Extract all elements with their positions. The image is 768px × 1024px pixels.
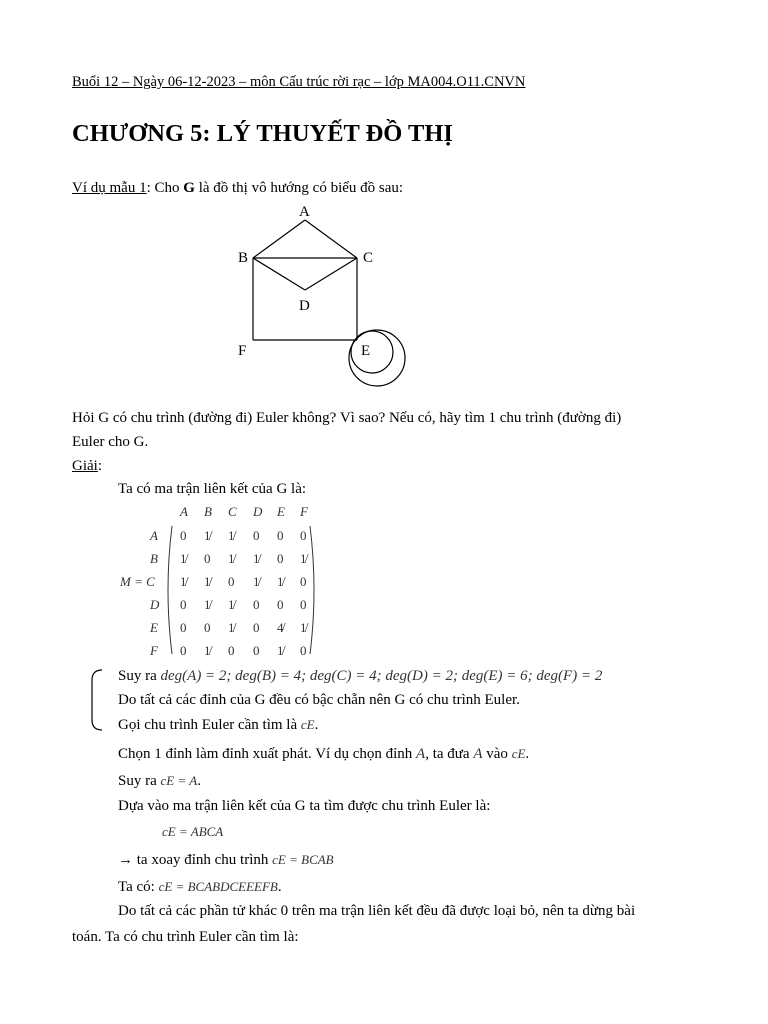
chon-line: Chọn 1 đỉnh làm đỉnh xuất phát. Ví dụ chọn đỉnh A, ta đưa A vào cE. xyxy=(118,746,530,762)
matrix-cell: 1̸ xyxy=(277,574,284,589)
matrix-cell: 1̸ xyxy=(300,620,307,635)
row-label-a: A xyxy=(150,528,158,543)
even-line: Do tất cả các đỉnh của G đều có bậc chẵn nên G có chu trình Euler. xyxy=(118,692,520,708)
solution-heading xyxy=(72,458,102,475)
goi-text: Gọi chu trình Euler cần tìm là xyxy=(118,717,298,733)
matrix-cell: 1̸ xyxy=(204,574,211,589)
matrix-cell: 0 xyxy=(300,574,307,589)
matrix-cell: 0 xyxy=(228,574,235,589)
suy-ra-2-line: Suy ra cE = A. xyxy=(118,773,201,789)
edge-ac xyxy=(305,220,357,258)
final-line-1: Do tất cả các phần tử khác 0 trên ma trận liên kết đều đã được loại bỏ, nên ta dừng bài xyxy=(118,903,636,919)
question-line-2: Euler cho G. xyxy=(72,434,149,450)
loop-e-outer xyxy=(349,330,405,386)
matrix-cell: 0 xyxy=(180,643,187,658)
row-label-d: D xyxy=(150,597,160,612)
matrix-cell: 0 xyxy=(253,597,260,612)
matrix-cell: 1̸ xyxy=(253,551,260,566)
chon-text-b: , ta đưa xyxy=(425,746,470,762)
matrix-cell: 0 xyxy=(180,528,187,543)
chapter-title: CHƯƠNG 5: LÝ THUYẾT ĐỒ THỊ xyxy=(72,120,453,147)
col-header-c: C xyxy=(228,504,237,519)
matrix-cell: 1̸ xyxy=(204,597,211,612)
col-header-f: F xyxy=(300,504,308,519)
adjacency-matrix xyxy=(110,500,330,660)
col-header-d: D xyxy=(253,504,263,519)
final-line-2: toán. Ta có chu trình Euler cần tìm là: xyxy=(72,929,299,945)
graph-diagram xyxy=(230,200,420,400)
matrix-cell: 0 xyxy=(180,597,187,612)
matrix-cell: 1̸ xyxy=(228,597,235,612)
matrix-cell: 0 xyxy=(253,620,260,635)
degrees-expression: deg(A) = 2; deg(B) = 4; deg(C) = 4; deg(D) = 2; deg(E) = 6; deg(F) = 2 xyxy=(160,668,603,684)
matrix-cell: 0 xyxy=(204,620,211,635)
matrix-cell: 0 xyxy=(300,528,307,543)
taco-line: Ta có: cE = BCABDCEEEFB. xyxy=(118,879,282,895)
chon-vertex: A xyxy=(416,746,426,762)
example-bold: G xyxy=(183,180,195,196)
matrix-cell: 1̸ xyxy=(300,551,307,566)
dua-vao-line: Dựa vào ma trận liên kết của G ta tìm được chu trình Euler là: xyxy=(118,798,491,814)
matrix-cell: 0 xyxy=(253,643,260,658)
matrix-cell: 0 xyxy=(277,597,284,612)
matrix-cell: 0 xyxy=(300,597,307,612)
matrix-cell: 0 xyxy=(277,551,284,566)
vertex-f: F xyxy=(238,343,247,359)
edge-bd xyxy=(253,258,305,290)
matrix-cell: 0 xyxy=(204,551,211,566)
chon-ce: cE xyxy=(511,746,526,761)
suy-ra-label: Suy ra xyxy=(118,668,157,684)
matrix-right-bracket xyxy=(310,526,314,654)
matrix-cell: 0 xyxy=(228,643,235,658)
ce-abca: cE = ABCA xyxy=(162,824,224,839)
suy-ra-2-label: Suy ra xyxy=(118,773,157,789)
row-label-e: E xyxy=(150,620,158,635)
matrix-cell: 1̸ xyxy=(228,620,235,635)
solution-colon: : xyxy=(97,458,102,474)
col-header-e: E xyxy=(277,504,285,519)
col-header-a: A xyxy=(180,504,188,519)
matrix-cell: 0 xyxy=(180,620,187,635)
left-brace xyxy=(88,668,108,732)
matrix-cell: 1̸ xyxy=(253,574,260,589)
matrix-cell: 1̸ xyxy=(204,528,211,543)
ce-bcab: cE = BCAB xyxy=(272,852,334,867)
matrix-cell: 1̸ xyxy=(180,574,187,589)
arrow-icon: → xyxy=(118,852,133,868)
ce-eq-a: cE = A xyxy=(160,773,198,788)
matrix-cell: 1̸ xyxy=(228,551,235,566)
edge-ab xyxy=(253,220,305,258)
matrix-cell: 1̸ xyxy=(180,551,187,566)
vertex-d: D xyxy=(299,298,310,314)
example-text-2: là đồ thị vô hướng có biểu đồ sau: xyxy=(194,180,404,196)
matrix-cell: 1̸ xyxy=(228,528,235,543)
example-label: Ví dụ mẫu 1 xyxy=(72,180,147,196)
vertex-b: B xyxy=(238,250,249,266)
vertex-c: C xyxy=(363,250,374,266)
matrix-cell: 4̸ xyxy=(277,620,284,635)
row-label-c: M = C xyxy=(120,574,155,589)
matrix-cell: 1̸ xyxy=(204,643,211,658)
matrix-cell: 0 xyxy=(277,528,284,543)
col-header-b: B xyxy=(204,504,212,519)
ce-abca-line xyxy=(162,821,223,843)
xoay-line xyxy=(118,849,334,871)
loop-e-inner xyxy=(351,331,393,373)
degrees-line xyxy=(118,666,602,687)
chon-text-a: Chọn 1 đỉnh làm đỉnh xuất phát. Ví dụ chọn đỉnh xyxy=(118,746,413,762)
taco-label: Ta có: xyxy=(118,879,155,895)
goi-line: Gọi chu trình Euler cần tìm là cE. xyxy=(118,717,319,733)
page-header: Buổi 12 – Ngày 06-12-2023 – môn Cấu trúc rời rạc – lớp MA004.O11.CNVN xyxy=(72,74,526,90)
chon-vertex-2: A xyxy=(473,746,483,762)
example-line xyxy=(72,180,403,197)
matrix-cell: 0 xyxy=(300,643,307,658)
vertex-e: E xyxy=(361,343,371,359)
row-label-b: B xyxy=(150,551,158,566)
ce-long: cE = BCABDCEEEFB xyxy=(158,879,278,894)
matrix-intro: Ta có ma trận liên kết của G là: xyxy=(118,481,307,497)
solution-label: Giải xyxy=(72,458,98,474)
vertex-a: A xyxy=(299,204,310,220)
matrix-cell: 1̸ xyxy=(277,643,284,658)
matrix-left-bracket xyxy=(168,526,172,654)
edge-cd xyxy=(305,258,357,290)
xoay-text: ta xoay đỉnh chu trình xyxy=(136,852,269,868)
chon-text-c: vào xyxy=(486,746,508,762)
question-line-1: Hỏi G có chu trình (đường đi) Euler không? Vì sao? Nếu có, hãy tìm 1 chu trình (đường đi) xyxy=(72,410,622,426)
example-text-1: : Cho xyxy=(146,180,184,196)
row-label-f: F xyxy=(150,643,158,658)
ce-symbol: cE xyxy=(300,717,315,732)
matrix-cell: 0 xyxy=(253,528,260,543)
